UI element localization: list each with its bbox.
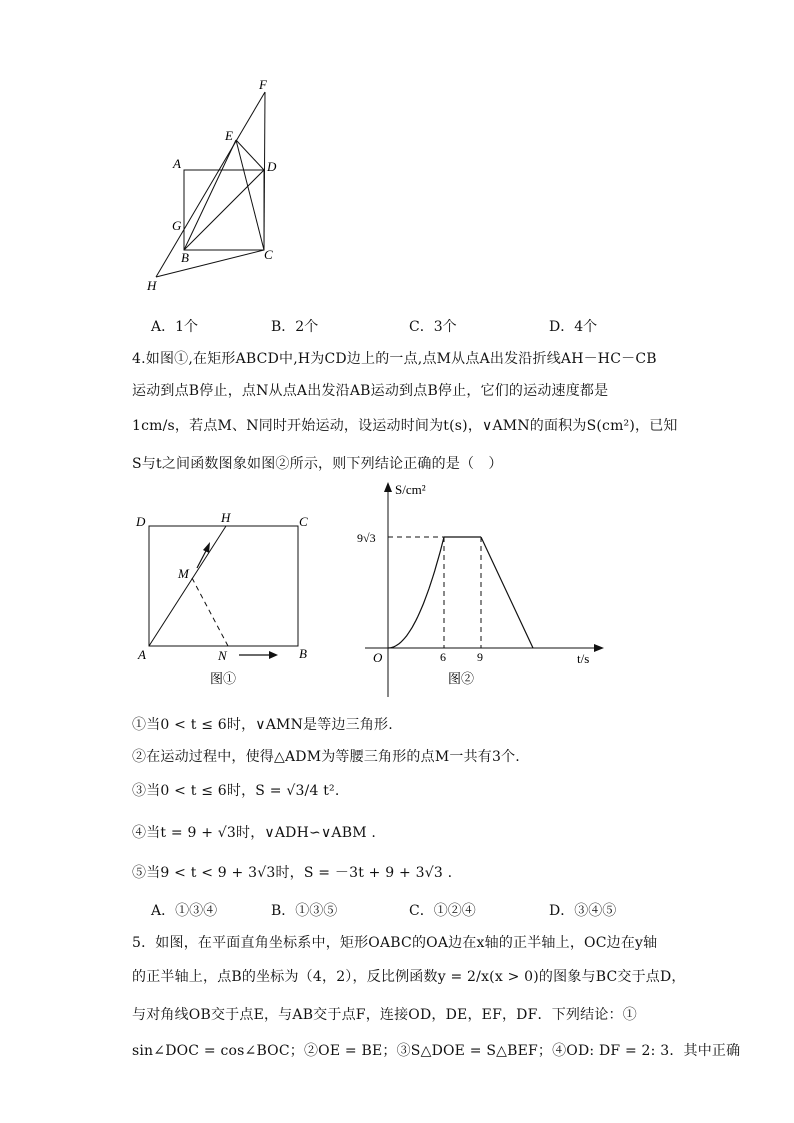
segment-ah	[149, 526, 226, 646]
q4-line-3: 1cm/s，若点M、N同时开始运动，设运动时间为t(s)，∨AMN的面积为S(cm²)，已知	[132, 418, 678, 434]
q5-line-2: 的正半轴上，点B的坐标为（4，2），反比例函数y = 2/x(x > 0)的图象与BC交于点D，	[132, 969, 686, 985]
q5-line-3: 与对角线OB交于点E，与AB交于点F，连接OD，DE，EF，DF．下列结论：①	[132, 1007, 637, 1023]
geometry-figure-1	[130, 70, 290, 300]
statement-2: ②在运动过程中，使得△ADM为等腰三角形的点M一共有3个.	[132, 749, 520, 765]
label-h: H	[221, 510, 231, 525]
y-tick-9root3: 9√3	[357, 531, 376, 545]
label-n: N	[218, 648, 227, 663]
figure-2-graph	[350, 478, 610, 700]
statement-5: ⑤当9 < t < 9 + 3√3时，S = －3t + 9 + 3√3 .	[132, 865, 453, 881]
point-c-label: C	[264, 247, 273, 262]
segment-ec	[236, 140, 264, 250]
q4-line-1: 4.如图①,在矩形ABCD中,H为CD边上的一点,点M从点A出发沿折线AH－HC－CB	[132, 351, 657, 367]
q3-option-a[interactable]: A．1个	[151, 319, 199, 335]
figure-2-caption: 图②	[448, 671, 475, 686]
x-axis-label: t/s	[577, 651, 590, 666]
q4-line-4: S与t之间函数图象如图②所示，则下列结论正确的是（ ）	[132, 456, 503, 472]
q3-option-b[interactable]: B．2个	[271, 319, 319, 335]
q5-line-4: sin∠DOC = cos∠BOC；②OE = BE；③S△DOE = S△BEF；④OD: DF = 2: 3．其中正确	[132, 1043, 741, 1059]
point-g-label: G	[172, 218, 182, 233]
q4-option-b[interactable]: B．①③⑤	[271, 903, 338, 919]
point-h-label: H	[147, 278, 157, 293]
point-a-label: A	[173, 156, 181, 171]
point-b-label: B	[181, 250, 189, 265]
statement-1: ①当0 < t ≤ 6时，∨AMN是等边三角形.	[132, 717, 393, 733]
q3-option-c[interactable]: C．3个	[409, 319, 457, 335]
label-b: B	[299, 646, 307, 661]
x-axis-arrow	[594, 644, 604, 652]
q5-line-1: 5．如图，在平面直角坐标系中，矩形OABC的OA边在x轴的正半轴上，OC边在y轴	[132, 935, 658, 951]
segment-eb	[184, 140, 236, 250]
statement-3: ③当0 < t ≤ 6时，S = √3/4 t².	[132, 783, 340, 799]
q4-option-c[interactable]: C．①②④	[409, 903, 476, 919]
y-axis-label: S/cm²	[395, 482, 426, 497]
label-a: A	[138, 647, 146, 662]
statement-4: ④当t = 9 + √3时，∨ADH∽∨ABM .	[132, 825, 377, 841]
arrow-n-head	[269, 651, 278, 659]
x-tick-6: 6	[440, 650, 446, 664]
curve-descending	[481, 537, 533, 648]
q4-option-d[interactable]: D．③④⑤	[549, 903, 617, 919]
arrow-m-head	[203, 542, 210, 553]
rectangle-abcd-q4	[149, 526, 298, 646]
label-c: C	[299, 514, 308, 529]
q4-option-a[interactable]: A．①③④	[151, 903, 218, 919]
q3-option-d[interactable]: D．4个	[549, 319, 598, 335]
point-e-label: E	[225, 128, 233, 143]
segment-hf	[156, 92, 265, 277]
label-m: M	[178, 566, 189, 581]
figure-1-caption: 图①	[210, 671, 237, 686]
y-axis-arrow	[384, 482, 392, 492]
origin-label: O	[373, 650, 383, 665]
segment-hc	[156, 250, 264, 277]
curve-parabola	[388, 537, 444, 648]
segment-mn-dashed	[192, 578, 228, 646]
segment-fc	[264, 92, 265, 250]
point-f-label: F	[259, 77, 267, 92]
label-d: D	[136, 514, 146, 529]
point-d-label: D	[267, 159, 277, 174]
q4-line-2: 运动到点B停止，点N从点A出发沿AB运动到点B停止，它们的运动速度都是	[132, 383, 609, 399]
x-tick-9: 9	[477, 650, 483, 664]
figure-1-rectangle	[130, 505, 330, 695]
